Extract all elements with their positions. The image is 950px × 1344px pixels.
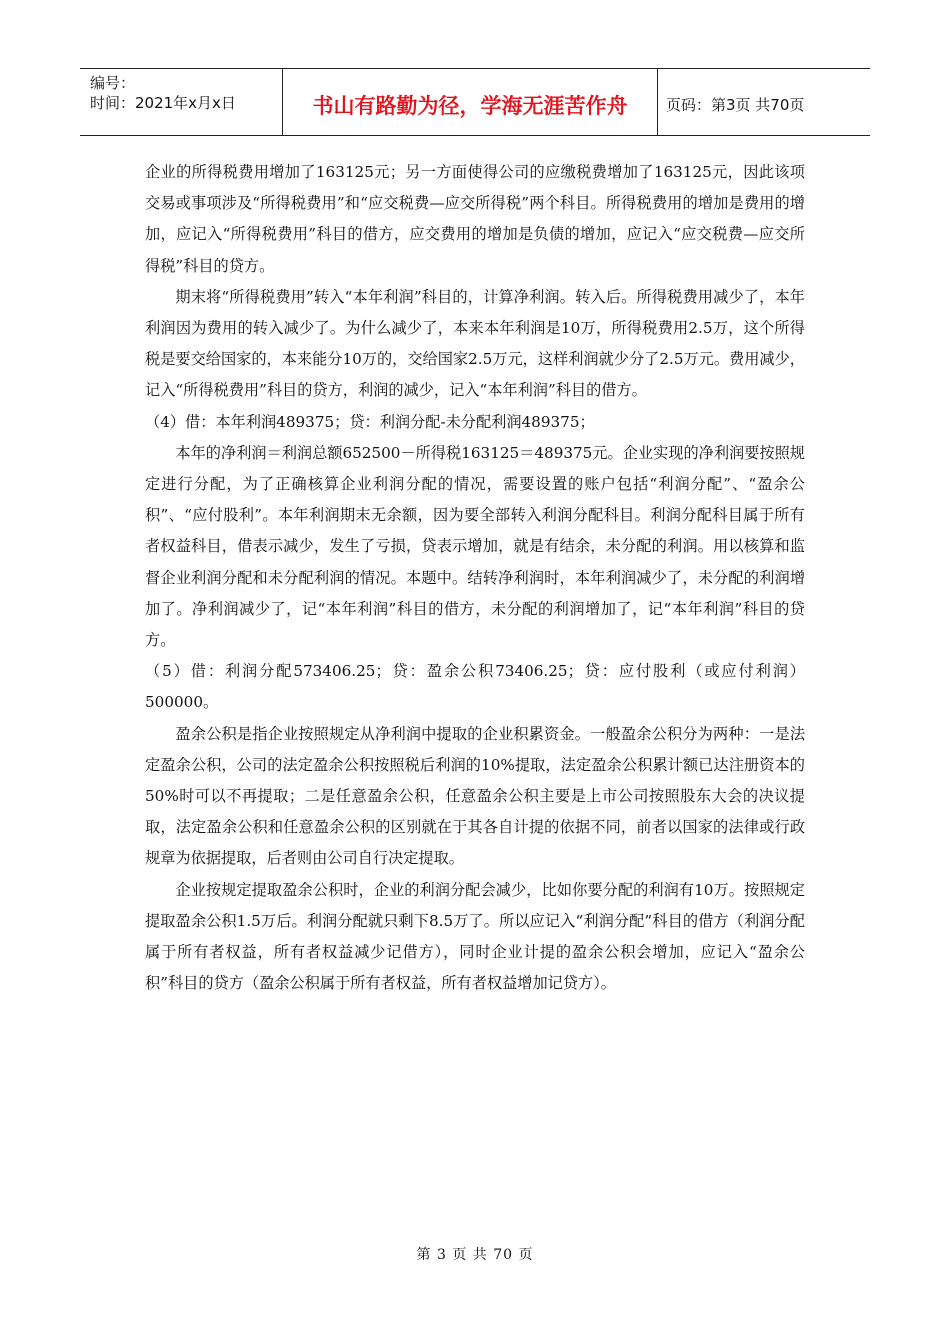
page-header bbox=[80, 68, 870, 136]
journal-entry-5: （5）借：利润分配573406.25；贷：盈余公积73406.25；贷：应付股利（或应付利润）500000。 bbox=[145, 662, 805, 712]
header-motto: 书山有路勤为径，学海无涯苦作舟 bbox=[283, 69, 658, 135]
paragraph: 本年的净利润＝利润总额652500－所得税163125＝489375元。企业实现的净利润要按照规定进行分配，为了正确核算企业利润分配的情况，需要设置的账户包括“利润分配”、“盈余公积”、“应付股利”。本年利润期末无余额，因为要全部转入利润分配科目。利润分配科目属于所有者权益科目，借表示减少，发生了亏损，贷表示增加，就是有结余，未分配的利润。用以核算和监督企业利润分配和未分配利润的情况。本题中。结转净利润时，本年利润减少了，未分配的利润增加了。净利润减少了，记“本年利润”科目的借方，未分配的利润增加了，记“本年利润”科目的贷方。 bbox=[145, 443, 805, 650]
journal-entry-4: （4）借：本年利润489375；贷：利润分配-未分配利润489375； bbox=[145, 412, 595, 431]
page-footer: 第 3 页 共 70 页 bbox=[416, 1247, 534, 1263]
header-meta bbox=[80, 69, 283, 135]
paragraph: 期末将“所得税费用”转入“本年利润”科目的，计算净利润。转入后。所得税费用减少了，本年利润因为费用的转入减少了。为什么减少了，本来本年利润是10万，所得税费用2.5万，这个所得税是要交给国家的，本来能分10万的，交给国家2.5万元，这样利润就少分了2.5万元。费用减少，记入“所得税费用”科目的贷方，利润的减少，记入“本年利润”科目的借方。 bbox=[145, 287, 805, 400]
header-page-label: 页码：第3页 共70页 bbox=[666, 95, 805, 114]
number-label: 编号： bbox=[90, 74, 136, 92]
time-label: 时间：2021年x月x日 bbox=[90, 94, 236, 112]
paragraph: 企业按规定提取盈余公积时，企业的利润分配会减少，比如你要分配的利润有10万。按照规定提取盈余公积1.5万后。利润分配就只剩下8.5万了。所以应记入“利润分配”科目的借方（利润分配属于所有者权益，所有者权益减少记借方），同时企业计提的盈余公积会增加，应记入“盈余公积”科目的贷方（盈余公积属于所有者权益，所有者权益增加记贷方）。 bbox=[145, 880, 805, 993]
paragraph-continuation: 企业的所得税费用增加了163125元；另一方面使得公司的应缴税费增加了163125元，因此该项交易或事项涉及“所得税费用”和“应交税费—应交所得税”两个科目。所得税费用的增加是费用的增加，应记入“所得税费用”科目的借方，应交费用的增加是负债的增加，应记入“应交税费—应交所得税”科目的贷方。 bbox=[145, 163, 805, 275]
document-body bbox=[145, 157, 805, 999]
paragraph: 盈余公积是指企业按照规定从净利润中提取的企业积累资金。一般盈余公积分为两种：一是法定盈余公积，公司的法定盈余公积按照税后利润的10%提取，法定盈余公积累计额已达注册资本的50%时可以不再提取；二是任意盈余公积，任意盈余公积主要是上市公司按照股东大会的决议提取，法定盈余公积和任意盈余公积的区别就在于其各自计提的依据不同，前者以国家的法律或行政规章为依据提取，后者则由公司自行决定提取。 bbox=[145, 724, 805, 868]
